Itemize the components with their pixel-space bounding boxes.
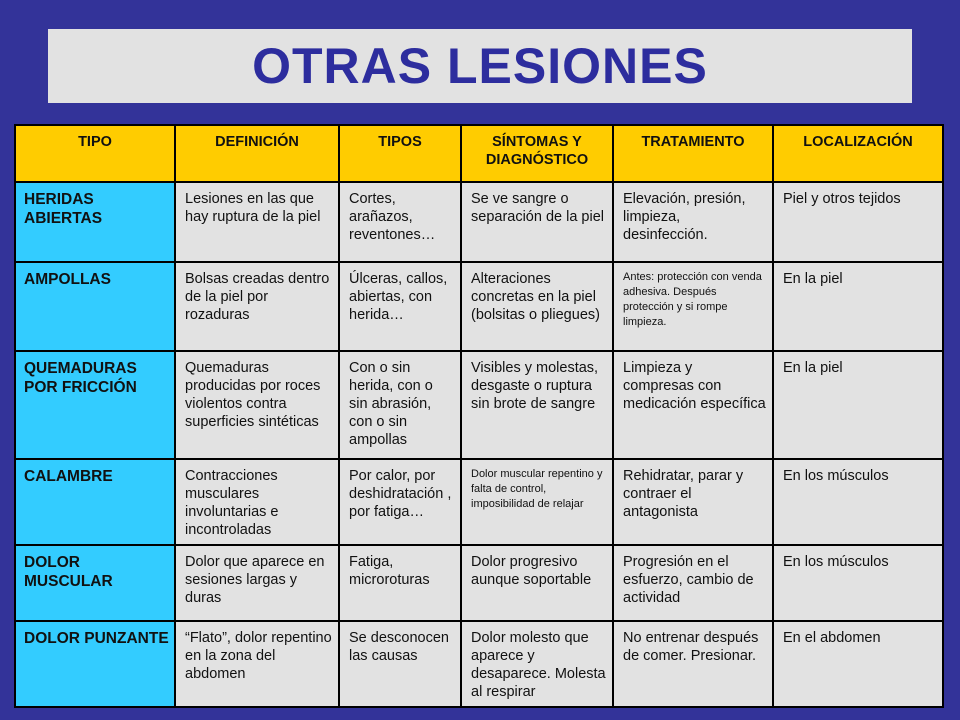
sintomas-cell: Dolor muscular repentino y falta de control, imposibilidad de relajar — [461, 459, 613, 545]
localizacion-cell: En la piel — [773, 262, 943, 351]
sintomas-cell: Alteraciones concretas en la piel (bolsitas o pliegues) — [461, 262, 613, 351]
tratamiento-cell: Elevación, presión, limpieza, desinfección. — [613, 182, 773, 262]
tratamiento-cell: Antes: protección con venda adhesiva. Después protección y si rompe limpieza. — [613, 262, 773, 351]
table-row — [15, 351, 943, 459]
lesiones-table — [14, 124, 944, 708]
localizacion-cell: En los músculos — [773, 545, 943, 621]
tratamiento-cell: Limpieza y compresas con medicación específica — [613, 351, 773, 459]
tipo-cell: CALAMBRE — [15, 459, 175, 545]
header-cell: DEFINICIÓN — [175, 125, 339, 182]
localizacion-cell: En los músculos — [773, 459, 943, 545]
tipos-cell: Úlceras, callos, abiertas, con herida… — [339, 262, 461, 351]
tipos-cell: Con o sin herida, con o sin abrasión, con o sin ampollas — [339, 351, 461, 459]
page-title: OTRAS LESIONES — [252, 38, 708, 94]
localizacion-cell: En la piel — [773, 351, 943, 459]
tratamiento-cell: Progresión en el esfuerzo, cambio de actividad — [613, 545, 773, 621]
table-row — [15, 621, 943, 707]
sintomas-cell: Dolor molesto que aparece y desaparece. Molesta al respirar — [461, 621, 613, 707]
header-cell: TIPOS — [339, 125, 461, 182]
definicion-cell: Contracciones musculares involuntarias e incontroladas — [175, 459, 339, 545]
table-row — [15, 459, 943, 545]
tipo-cell: HERIDAS ABIERTAS — [15, 182, 175, 262]
tratamiento-cell: Rehidratar, parar y contraer el antagonista — [613, 459, 773, 545]
tipo-cell: AMPOLLAS — [15, 262, 175, 351]
title-banner — [48, 29, 912, 103]
header-cell: TRATAMIENTO — [613, 125, 773, 182]
header-row — [15, 125, 943, 182]
header-cell: LOCALIZACIÓN — [773, 125, 943, 182]
header-cell: SÍNTOMAS Y DIAGNÓSTICO — [461, 125, 613, 182]
table-row — [15, 545, 943, 621]
definicion-cell: Bolsas creadas dentro de la piel por rozaduras — [175, 262, 339, 351]
tratamiento-cell: No entrenar después de comer. Presionar. — [613, 621, 773, 707]
tipos-cell: Se desconocen las causas — [339, 621, 461, 707]
sintomas-cell: Dolor progresivo aunque soportable — [461, 545, 613, 621]
table-row — [15, 262, 943, 351]
sintomas-cell: Se ve sangre o separación de la piel — [461, 182, 613, 262]
tipo-cell: QUEMADURAS POR FRICCIÓN — [15, 351, 175, 459]
tipo-cell: DOLOR PUNZANTE — [15, 621, 175, 707]
tipos-cell: Fatiga, microroturas — [339, 545, 461, 621]
header-cell: TIPO — [15, 125, 175, 182]
definicion-cell: Quemaduras producidas por roces violentos contra superficies sintéticas — [175, 351, 339, 459]
definicion-cell: Lesiones en las que hay ruptura de la piel — [175, 182, 339, 262]
localizacion-cell: Piel y otros tejidos — [773, 182, 943, 262]
tipos-cell: Por calor, por deshidratación , por fatiga… — [339, 459, 461, 545]
localizacion-cell: En el abdomen — [773, 621, 943, 707]
tipos-cell: Cortes, arañazos, reventones… — [339, 182, 461, 262]
sintomas-cell: Visibles y molestas, desgaste o ruptura sin brote de sangre — [461, 351, 613, 459]
definicion-cell: “Flato”, dolor repentino en la zona del abdomen — [175, 621, 339, 707]
tipo-cell: DOLOR MUSCULAR — [15, 545, 175, 621]
definicion-cell: Dolor que aparece en sesiones largas y duras — [175, 545, 339, 621]
table-row — [15, 182, 943, 262]
